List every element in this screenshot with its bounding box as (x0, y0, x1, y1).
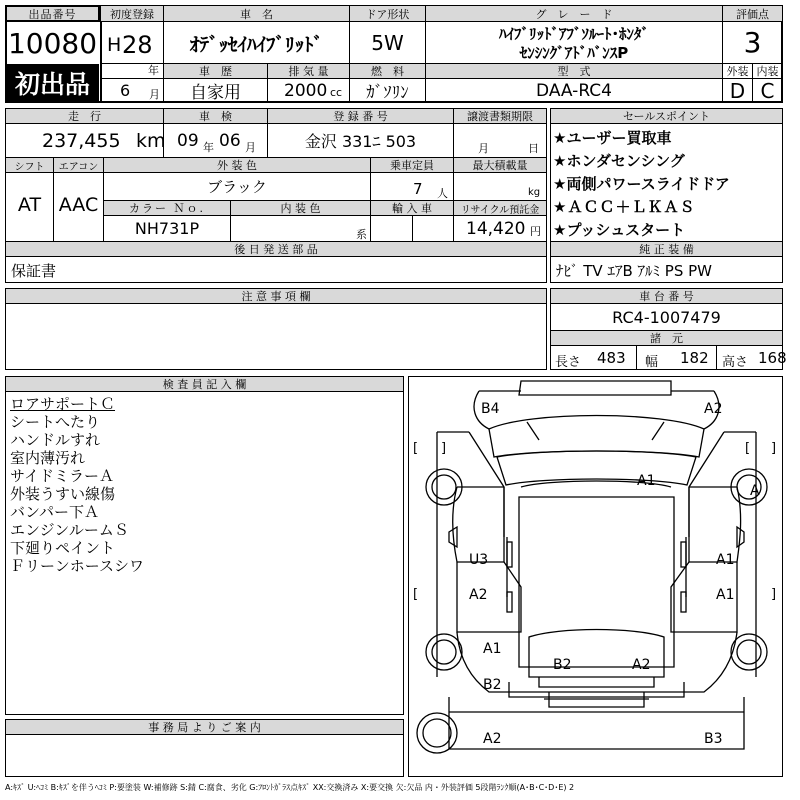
sales-points-list (553, 127, 781, 242)
score: 3 (743, 26, 762, 59)
transfer-month: 月 (478, 142, 489, 155)
width-label: 幅 (645, 355, 659, 370)
model-label: 型 式 (426, 64, 722, 78)
color-no-label: カラー Ｎｏ. (104, 201, 230, 215)
mark-a2-top-right: A2 (704, 401, 723, 417)
bracket-left-2: [ (745, 441, 751, 456)
mark-a1-right-1: A1 (716, 552, 735, 568)
era: H (107, 34, 122, 56)
door-label: ドア形状 (350, 6, 425, 21)
mark-a2-left: A2 (469, 587, 488, 603)
capacity: 7 (413, 180, 423, 198)
car-name: ｵﾃﾞｯｾｲﾊｲﾌﾞﾘｯﾄﾞ (189, 33, 323, 56)
ac: AAC (58, 194, 99, 216)
bracket-right-3: ] (771, 587, 777, 602)
ext-color-label: 外 装 色 (104, 158, 370, 172)
inspector-line: ロアサポートＣ (10, 395, 116, 413)
length-label: 長さ (555, 355, 582, 370)
mark-a2-center: A2 (632, 657, 651, 673)
insp-year: 09 (177, 131, 199, 151)
mark-b2-left: B2 (483, 677, 502, 693)
chassis-label: 車 台 番 号 (551, 289, 782, 304)
score-label: 評価点 (723, 6, 782, 21)
grade-line2: ｾﾝｼﾝｸﾞｱﾄﾞﾊﾞﾝｽP (519, 43, 629, 62)
insp-year-unit: 年 (203, 141, 214, 154)
car-name-label: 車 名 (164, 6, 349, 21)
cc-unit: cc (330, 86, 343, 99)
history-label: 車 歴 (164, 64, 267, 78)
sales-point: ★ホンダセンシング (553, 152, 685, 170)
inspector-line: 下廻りペイント (10, 539, 116, 557)
registration-label: 登 録 番 号 (268, 109, 453, 123)
ac-label: エアコン (54, 158, 103, 172)
int-grade: C (760, 78, 775, 103)
mark-u3: U3 (469, 552, 489, 568)
inspector-line: ハンドルすれ (10, 431, 101, 449)
first-listing-badge: 初出品 (6, 64, 99, 102)
lot-number: 10080 (7, 26, 98, 60)
grade-line1: ﾊｲﾌﾞﾘｯﾄﾞｱﾌﾞｿﾙｰﾄ･ﾎﾝﾀﾞ (498, 24, 649, 43)
inspector-line: シートへたり (10, 413, 101, 431)
mark-b3: B3 (704, 731, 723, 747)
ext-color: ブラック (207, 178, 267, 196)
recycle-unit: 円 (530, 225, 541, 238)
insp-month-unit: 月 (245, 141, 256, 154)
lot-no-label: 出品番号 (28, 7, 77, 21)
length: 483 (597, 349, 626, 367)
reg-month: 6 (120, 81, 131, 100)
lot-no-header (5, 5, 100, 22)
damage-diagram (408, 376, 783, 777)
sales-point: ★ユーザー買取車 (553, 129, 672, 147)
month-unit: 月 (149, 88, 160, 101)
load-unit: kg (528, 187, 541, 198)
height-label: 高さ (722, 355, 749, 370)
mileage-unit: km (136, 130, 166, 152)
color-no: NH731P (134, 219, 200, 238)
notes-label: 注 意 事 項 欄 (6, 289, 546, 304)
mileage-label: 走 行 (6, 109, 163, 123)
mark-a2-bottom-left: A2 (483, 731, 502, 747)
ext-label: 外装 (726, 65, 749, 78)
inspector-label: 検 査 員 記 入 欄 (6, 377, 403, 392)
recycle-fee: 14,420 (466, 219, 526, 239)
sales-point: ★両側パワースライドドア (553, 175, 730, 193)
equipment: ﾅﾋﾞ TV ｴｱB ｱﾙﾐ PS PW (556, 262, 712, 280)
transfer-label: 譲渡書類期限 (454, 109, 546, 123)
import-label: 輸 入 車 (371, 201, 453, 215)
office-label: 事 務 局 よ り ご 案 内 (6, 720, 403, 735)
fuel-label: 燃 料 (350, 64, 425, 78)
legend: A:ｷｽﾞ U:ﾍｺﾐ B:ｷｽﾞを伴うﾍｺﾐ P:要塗装 W:補修跡 S:錆 C:腐食、劣化 G:ﾌﾛﾝﾄｶﾞﾗｽ点ｷｽﾞ XX:交換済み X:要交換 欠:欠品 内・外装評価 5段階ﾗﾝｸ順(A･B･C･D･E) 2 (5, 783, 575, 792)
height: 168 (758, 349, 787, 367)
capacity-label: 乗車定員 (371, 158, 453, 172)
mark-b2-center: B2 (553, 657, 572, 673)
chassis-number: RC4-1007479 (612, 307, 721, 327)
mark-b4: B4 (481, 401, 500, 417)
mark-a1-left: A1 (483, 641, 502, 657)
ext-grade: D (729, 78, 746, 103)
inspector-line: 外装うすい線傷 (10, 485, 116, 503)
inspector-line: Ｆリーンホースシワ (10, 557, 144, 575)
inspector-line: バンパー下Ａ (10, 503, 99, 521)
year-unit: 年 (148, 64, 159, 77)
reg-year: 28 (122, 31, 153, 59)
equipment-label: 純 正 装 備 (551, 242, 782, 257)
dims-label: 諸 元 (551, 330, 782, 346)
fuel: ｶﾞｿﾘﾝ (366, 83, 409, 103)
displacement-label: 排 気 量 (268, 64, 349, 78)
bracket-right-1: ] (441, 441, 447, 456)
recycle-label: リサイクル預託金 (454, 201, 546, 215)
registration-number: 金沢 331ﾆ 503 (304, 132, 417, 151)
sales-point: ★ＡＣＣ＋ＬＫＡＳ (553, 198, 696, 216)
mark-a1-hood: A1 (637, 473, 656, 489)
door-type: 5W (371, 31, 404, 55)
transfer-day: 日 (528, 142, 539, 155)
int-label: 内装 (756, 65, 779, 78)
shift: AT (17, 194, 42, 216)
inspector-line: 室内薄汚れ (10, 449, 86, 467)
displacement: 2000 (284, 81, 328, 101)
grade-label: グ レ ー ド (426, 6, 722, 21)
insp-month: 06 (219, 131, 241, 151)
bracket-left-1: [ (413, 441, 419, 456)
capacity-unit: 人 (437, 187, 448, 200)
later-parts: 保証書 (11, 262, 57, 280)
width: 182 (680, 349, 709, 367)
mileage: 237,455 (42, 130, 121, 152)
bracket-right-2: ] (771, 441, 777, 456)
inspection-label: 車 検 (164, 109, 267, 123)
inspector-notes (10, 395, 144, 575)
shift-label: シフト (6, 158, 53, 172)
mark-a1-right-2: A1 (716, 587, 735, 603)
inspector-line: サイドミラーＡ (10, 467, 114, 485)
inspector-line: エンジンルームＳ (10, 521, 129, 539)
first-reg-label: 初度登録 (101, 6, 163, 21)
later-parts-label: 後 日 発 送 部 品 (6, 242, 546, 256)
sales-points-label: セールスポイント (551, 109, 782, 124)
bracket-left-3: [ (413, 587, 419, 602)
int-color-unit: 系 (356, 228, 367, 241)
model: DAA-RC4 (536, 80, 612, 101)
car-outline (409, 377, 782, 776)
int-color-label: 内 装 色 (231, 201, 370, 215)
mark-a-wheel: A (750, 483, 760, 499)
max-load-label: 最大積載量 (454, 158, 546, 172)
history: 自家用 (190, 83, 241, 103)
sales-point: ★プッシュスタート (553, 221, 686, 239)
